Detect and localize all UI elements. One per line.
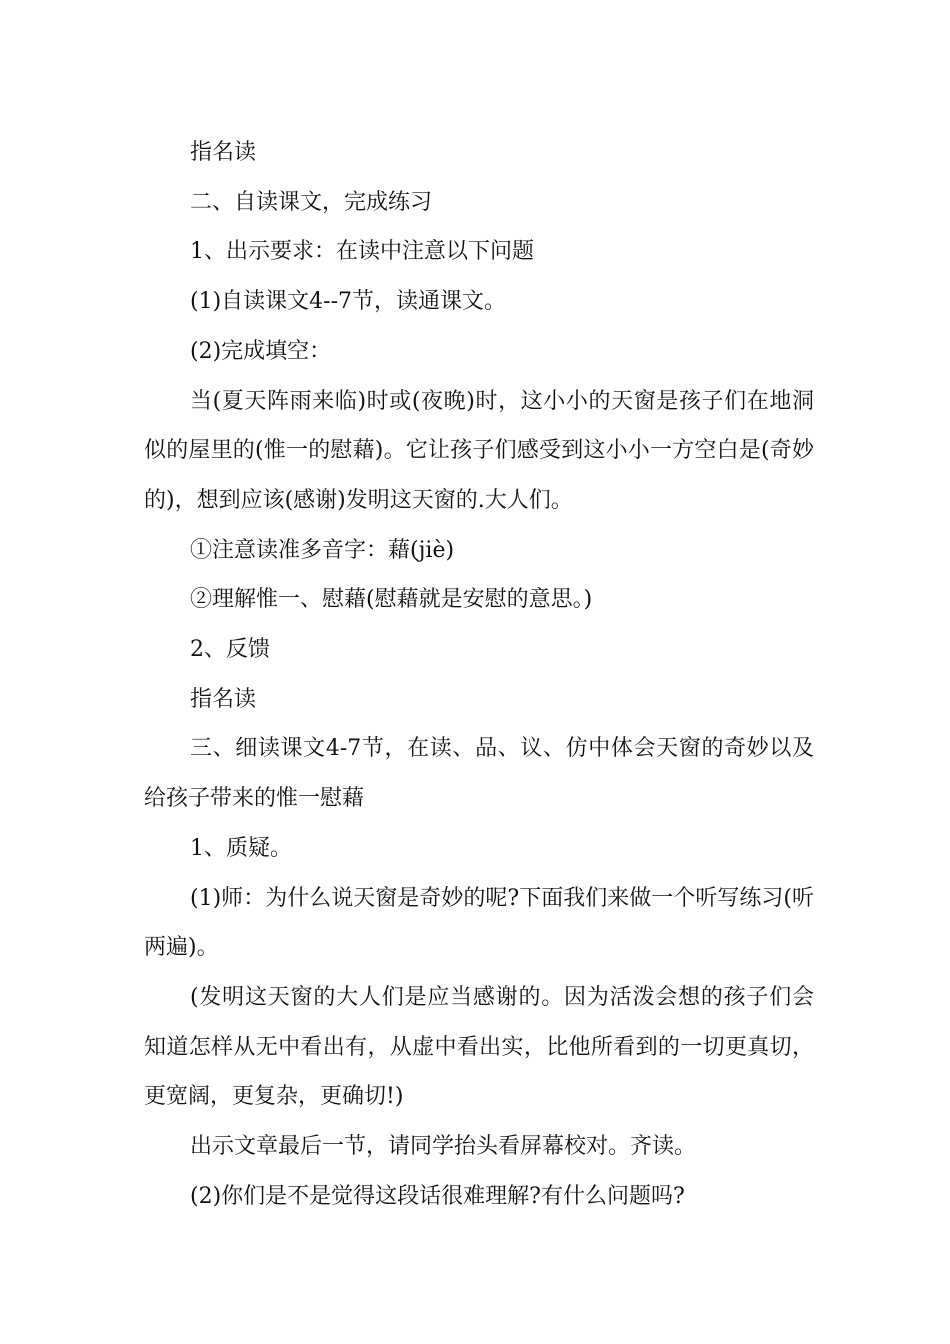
paragraph-question-2: (2)你们是不是觉得这段话很难理解?有什么问题吗? [190,1183,685,1209]
paragraph-fill-in-text: 当(夏天阵雨来临)时或(夜晚)时，这小小的天窗是孩子们在地洞似的屋里的(惟一的慰藉)。它让孩子们感受到这小小一方空白是(奇妙的)，想到应该(感谢)发明这天窗的.大人们。 [144,388,814,513]
paragraph-task-2: (2)完成填空： [190,338,332,364]
paragraph-meaning-note: ②理解惟一、慰藉(慰藉就是安慰的意思。) [190,587,593,613]
paragraph-reading-by-name-1: 指名读 [190,140,257,165]
paragraph-feedback: 2、反馈 [190,637,270,663]
paragraph-pronunciation-note: ①注意读准多音字：藉(jiè) [190,537,455,563]
paragraph-dictation-text: (发明这天窗的大人们是应当感谢的。因为活泼会想的孩子们会知道怎样从无中看出有，从虚中看出实，比他所看到的一切更真切，更宽阔，更复杂，更确切!) [144,984,814,1110]
paragraph-reading-by-name-2: 指名读 [190,686,257,712]
paragraph-task-1: (1)自读课文4--7节，读通课文。 [190,289,507,315]
paragraph-teacher-question: (1)师：为什么说天窗是奇妙的呢?下面我们来做一个听写练习(听两遍)。 [144,885,814,961]
paragraph-requirements: 1、出示要求：在读中注意以下问题 [190,239,534,265]
paragraph-questioning: 1、质疑。 [190,835,292,861]
heading-section-two: 二、自读课文，完成练习 [190,189,433,215]
paragraph-proofread: 出示文章最后一节，请同学抬头看屏幕校对。齐读。 [190,1134,697,1160]
heading-section-three: 三、细读课文4-7节，在读、品、议、仿中体会天窗的奇妙以及给孩子带来的惟一慰藉 [144,736,814,812]
document-body [144,128,814,1221]
